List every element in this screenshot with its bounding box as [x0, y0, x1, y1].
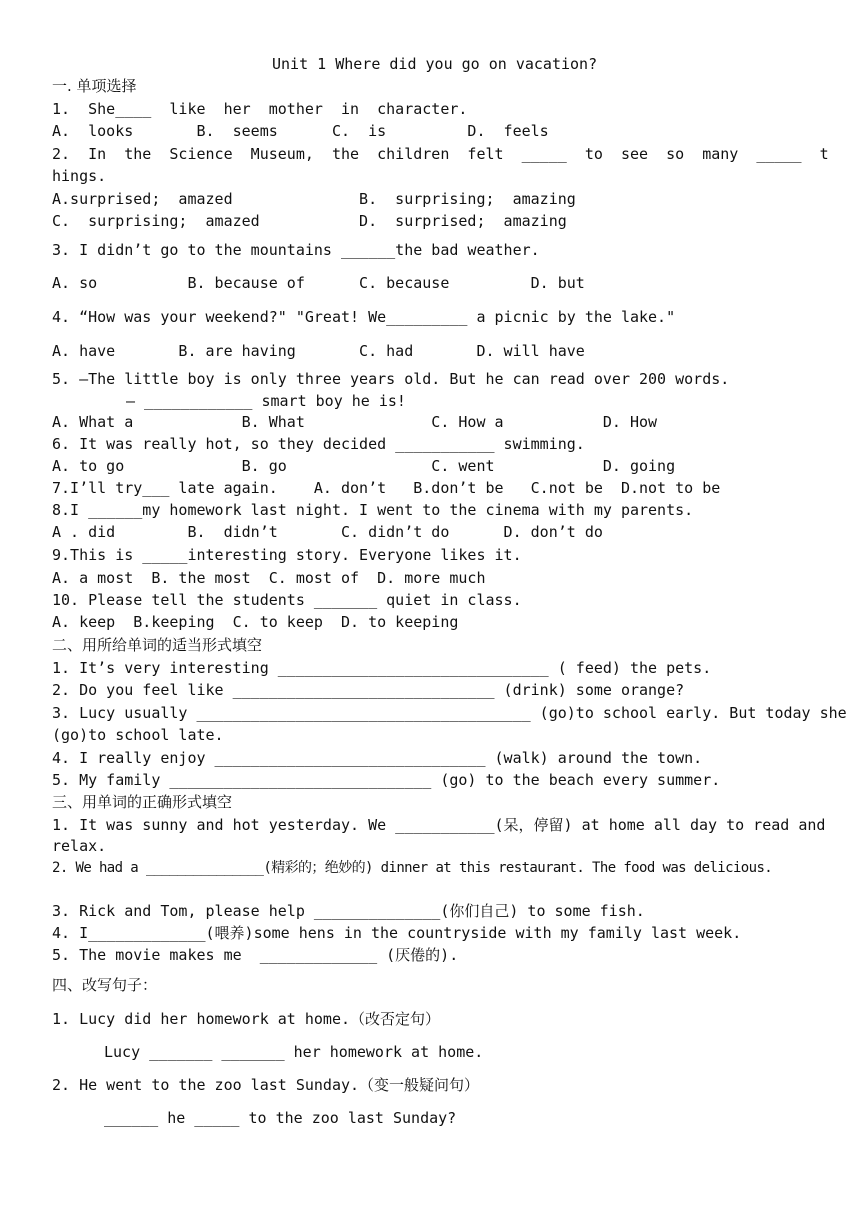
question-5: 5. —The little boy is only three years old. But he can read over 200 words. [52, 370, 730, 388]
rewrite-1: 1. Lucy did her homework at home.（改否定句） [52, 1010, 441, 1028]
worksheet-title: Unit 1 Where did you go on vacation? [272, 55, 598, 73]
word-form-1-continued: relax. [52, 837, 107, 855]
question-5-response: — ____________ smart boy he is! [126, 392, 406, 410]
section-2-heading: 二、用所给单词的适当形式填空 [52, 636, 263, 654]
word-form-4: 4. I_____________(喂养)some hens in the countryside with my family last week. [52, 924, 742, 942]
question-6-options: A. to go B. go C. went D. going [52, 457, 676, 475]
fill-in-1: 1. It’s very interesting ______________________________ ( feed) the pets. [52, 659, 712, 677]
section-1-heading: 一. 单项选择 [52, 77, 137, 95]
question-3-options: A. so B. because of C. because D. but [52, 274, 585, 292]
question-4: 4. “How was your weekend?" "Great! We_________ a picnic by the lake." [52, 308, 676, 326]
word-form-1: 1. It was sunny and hot yesterday. We ___________(呆，停留) at home all day to read and [52, 816, 826, 834]
rewrite-2: 2. He went to the zoo last Sunday.（变一般疑问句） [52, 1076, 480, 1094]
question-7: 7.I’ll try___ late again. A. don’t B.don’t be C.not be D.not to be [52, 479, 721, 497]
section-3-heading: 三、用单词的正确形式填空 [52, 793, 233, 811]
question-1-options: A. looks B. seems C. is D. feels [52, 122, 549, 140]
question-4-options: A. have B. are having C. had D. will have [52, 342, 585, 360]
question-8: 8.I ______my homework last night. I went to the cinema with my parents. [52, 501, 694, 519]
fill-in-2: 2. Do you feel like _____________________________ (drink) some orange? [52, 681, 685, 699]
fill-in-5: 5. My family _____________________________ (go) to the beach every summer. [52, 771, 721, 789]
question-2-continued: hings. [52, 167, 107, 185]
word-form-5: 5. The movie makes me _____________ (厌倦的). [52, 946, 459, 964]
question-6: 6. It was really hot, so they decided ___________ swimming. [52, 435, 585, 453]
question-8-options: A . did B. didn’t C. didn’t do D. don’t do [52, 523, 603, 541]
question-1: 1. She____ like her mother in character. [52, 100, 468, 118]
question-2: 2. In the Science Museum, the children felt _____ to see so many _____ t [52, 145, 829, 163]
question-2-options-ab: A.surprised; amazed B. surprising; amazing [52, 190, 576, 208]
fill-in-4: 4. I really enjoy ______________________________ (walk) around the town. [52, 749, 703, 767]
fill-in-3-continued: (go)to school late. [52, 726, 224, 744]
question-10: 10. Please tell the students _______ quiet in class. [52, 591, 522, 609]
question-5-options: A. What a B. What C. How a D. How [52, 413, 658, 431]
word-form-3: 3. Rick and Tom, please help ______________(你们自己) to some fish. [52, 902, 645, 920]
section-4-heading: 四、改写句子： [52, 976, 158, 994]
question-10-options: A. keep B.keeping C. to keep D. to keeping [52, 613, 459, 631]
question-3: 3. I didn’t go to the mountains ______the bad weather. [52, 241, 540, 259]
rewrite-1-answer: Lucy _______ _______ her homework at home. [104, 1043, 484, 1061]
fill-in-3: 3. Lucy usually _____________________________________ (go)to school early. But today she [52, 704, 847, 722]
question-9-options: A. a most B. the most C. most of D. more much [52, 569, 486, 587]
question-9: 9.This is _____interesting story. Everyone likes it. [52, 546, 522, 564]
question-2-options-cd: C. surprising; amazed D. surprised; amazing [52, 212, 567, 230]
word-form-2: 2. We had a _______________(精彩的；绝妙的) dinner at this restaurant. The food was delicious. [52, 860, 773, 876]
rewrite-2-answer: ______ he _____ to the zoo last Sunday? [104, 1109, 457, 1127]
